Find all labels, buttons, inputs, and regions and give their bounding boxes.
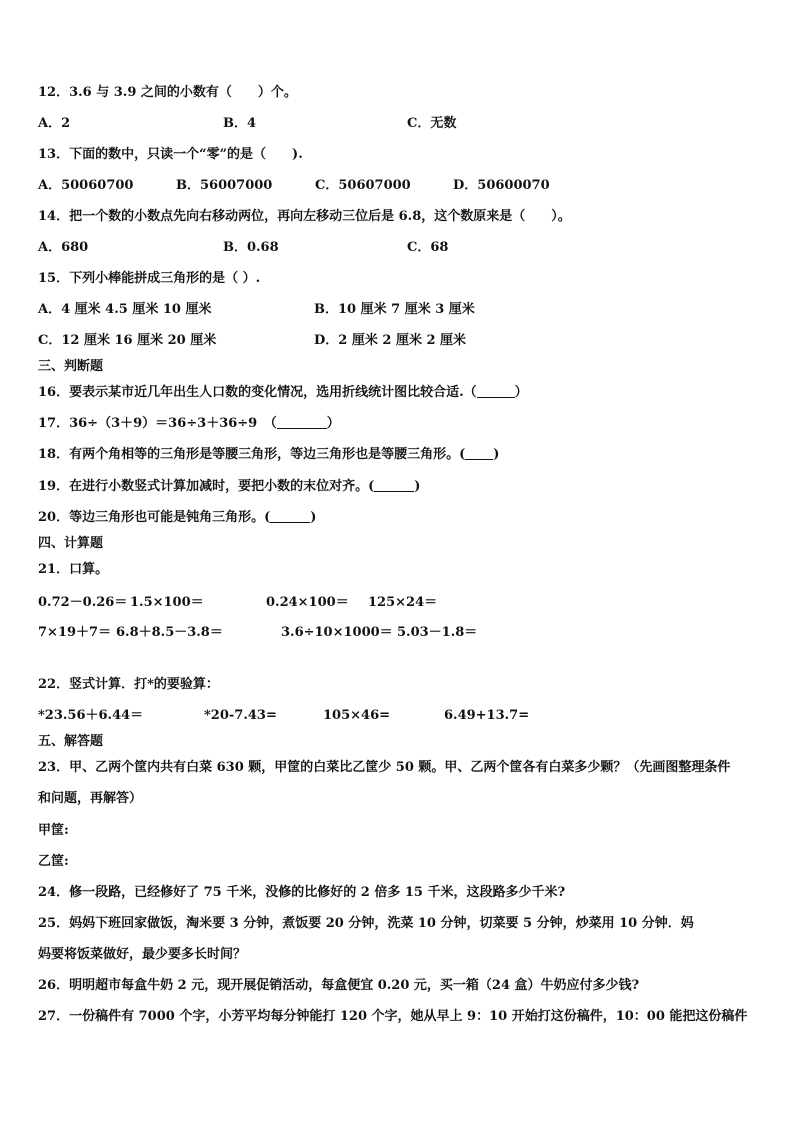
vertical-calc-item: *20-7.43= (204, 708, 277, 723)
answer-blank[interactable] (270, 510, 310, 523)
question-12: 12．3.6 与 3.9 之间的小数有（ ）个。 (38, 85, 297, 100)
vertical-calc-item: 6.49+13.7= (444, 708, 530, 723)
mental-math-item: 0.72－0.26＝ (38, 595, 128, 610)
q15-option-b[interactable]: B．10 厘米 7 厘米 3 厘米 (314, 302, 475, 317)
question-19 (38, 479, 420, 495)
section-heading-calc: 四、计算题 (38, 536, 104, 551)
question-23-line1: 23．甲、乙两个筐内共有白菜 630 颗，甲筐的白菜比乙筐少 50 颗。甲、乙两个筐各有白菜多少颗？（先画图整理条件 (38, 760, 731, 775)
q13-option-a[interactable]: A．50060700 (38, 178, 134, 193)
q15-option-c[interactable]: C．12 厘米 16 厘米 20 厘米 (38, 333, 217, 348)
mental-math-item: 1.5×100＝ (130, 595, 204, 610)
answer-blank[interactable] (277, 416, 327, 429)
q15-option-d[interactable]: D．2 厘米 2 厘米 2 厘米 (314, 333, 467, 348)
question-19-close: ) (414, 479, 421, 494)
mental-math-item: 3.6÷10×1000＝ (281, 625, 393, 640)
question-20 (38, 510, 316, 526)
question-18-text: 18．有两个角相等的三角形是等腰三角形，等边三角形也是等腰三角形。( (38, 447, 466, 462)
question-16 (38, 385, 528, 401)
question-17-close: ） (326, 416, 340, 431)
mental-math-item: 7×19＋7＝ (38, 625, 112, 640)
mental-math-item: 125×24＝ (368, 595, 438, 610)
section-heading-judge: 三、判断题 (38, 359, 104, 374)
question-22: 22．竖式计算．打*的要验算： (38, 677, 219, 692)
mental-math-item: 6.8＋8.5－3.8＝ (116, 625, 223, 640)
mental-math-item: 5.03－1.8＝ (397, 625, 478, 640)
question-16-text: 16．要表示某市近几年出生人口数的变化情况，选用折线统计图比较合适.（ (38, 385, 477, 400)
question-21: 21．口算。 (38, 562, 109, 577)
question-17-text: 17．36÷（3＋9）＝36÷3＋36÷9 （ (38, 416, 277, 431)
q12-option-c[interactable]: C．无数 (407, 116, 457, 131)
question-24: 24．修一段路，已经修好了 75 千米，没修的比修好的 2 倍多 15 千米，这段路多少千米? (38, 885, 566, 900)
answer-blank[interactable] (465, 447, 493, 460)
q14-option-a[interactable]: A．680 (38, 240, 89, 255)
question-18-close: ) (493, 447, 500, 462)
question-25-line2: 妈要将饭菜做好，最少要多长时间？ (38, 947, 247, 962)
q15-option-a[interactable]: A．4 厘米 4.5 厘米 10 厘米 (38, 302, 212, 317)
question-15: 15．下列小棒能拼成三角形的是（ ）. (38, 271, 261, 286)
question-13: 13．下面的数中，只读一个“零”的是（ ). (38, 147, 303, 162)
q13-option-d[interactable]: D．50600070 (453, 178, 550, 193)
question-26: 26．明明超市每盒牛奶 2 元，现开展促销活动，每盒便宜 0.20 元，买一箱（24 盒）牛奶应付多少钱? (38, 978, 640, 993)
question-17 (38, 416, 340, 432)
question-18 (38, 447, 499, 463)
q13-option-c[interactable]: C．50607000 (315, 178, 411, 193)
q12-option-b[interactable]: B．4 (223, 116, 257, 131)
q13-option-b[interactable]: B．56007000 (176, 178, 273, 193)
question-20-text: 20．等边三角形也可能是钝角三角形。( (38, 510, 271, 525)
question-27: 27．一份稿件有 7000 个字，小芳平均每分钟能打 120 个字，她从早上 9：10 开始打这份稿件，10：00 能把这份稿件 (38, 1009, 748, 1024)
q14-option-c[interactable]: C．68 (407, 240, 449, 255)
q14-option-b[interactable]: B．0.68 (223, 240, 279, 255)
question-23-line2: 和问题，再解答） (38, 791, 143, 806)
label-yi-basket: 乙筐: (38, 854, 69, 869)
answer-blank[interactable] (477, 385, 515, 398)
section-heading-solve: 五、解答题 (38, 734, 104, 749)
label-jia-basket: 甲筐: (38, 823, 69, 838)
mental-math-item: 0.24×100＝ (266, 595, 349, 610)
question-19-text: 19．在进行小数竖式计算加减时，要把小数的末位对齐。( (38, 479, 375, 494)
answer-blank[interactable] (374, 479, 414, 492)
question-14: 14．把一个数的小数点先向右移动两位，再向左移动三位后是 6.8，这个数原来是（ ）。 (38, 209, 571, 224)
q12-option-a[interactable]: A．2 (38, 116, 71, 131)
question-25-line1: 25．妈妈下班回家做饭，淘米要 3 分钟，煮饭要 20 分钟，洗菜 10 分钟，切菜要 5 分钟，炒菜用 10 分钟．妈 (38, 916, 694, 931)
question-16-close: ） (514, 385, 528, 400)
vertical-calc-item: 105×46= (323, 708, 391, 723)
question-20-close: ) (310, 510, 317, 525)
vertical-calc-item: *23.56＋6.44＝ (38, 708, 144, 723)
